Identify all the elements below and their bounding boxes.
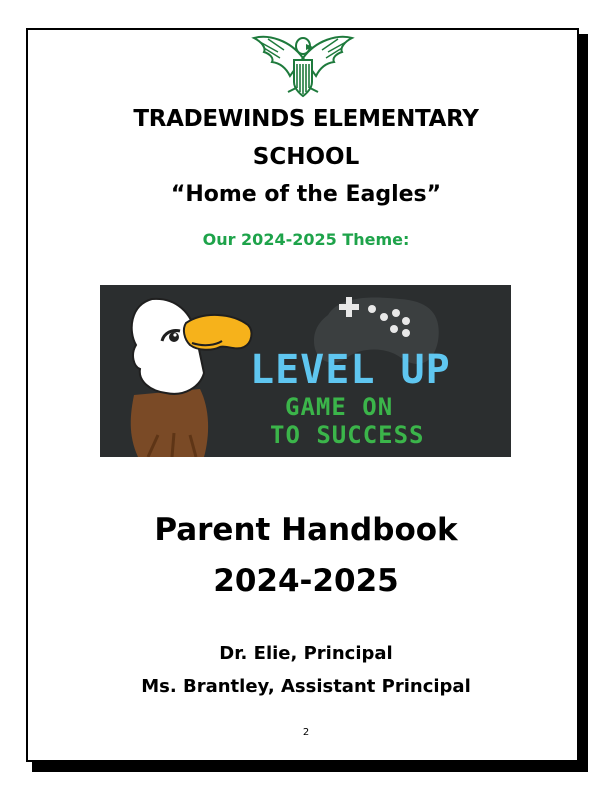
page-number: 2 [302,727,310,738]
banner-level-up: LEVEL UP [250,347,451,393]
banner-game-on: GAME ON [285,393,394,421]
assistant-principal-name: Ms. Brantley, Assistant Principal [141,676,471,697]
eagle-crest-icon [250,30,356,100]
document-title: Parent Handbook [154,512,458,548]
school-motto: “Home of the Eagles” [170,182,442,207]
document-year: 2024-2025 [213,563,399,599]
school-name-line2: SCHOOL [252,144,360,170]
theme-label: Our 2024-2025 Theme: [202,230,410,249]
eagle-head-icon [131,299,252,457]
principal-name: Dr. Elie, Principal [219,643,393,664]
banner-to-success: TO SUCCESS [270,421,425,449]
school-name-line1: TRADEWINDS ELEMENTARY [133,106,479,132]
theme-banner [100,285,511,457]
